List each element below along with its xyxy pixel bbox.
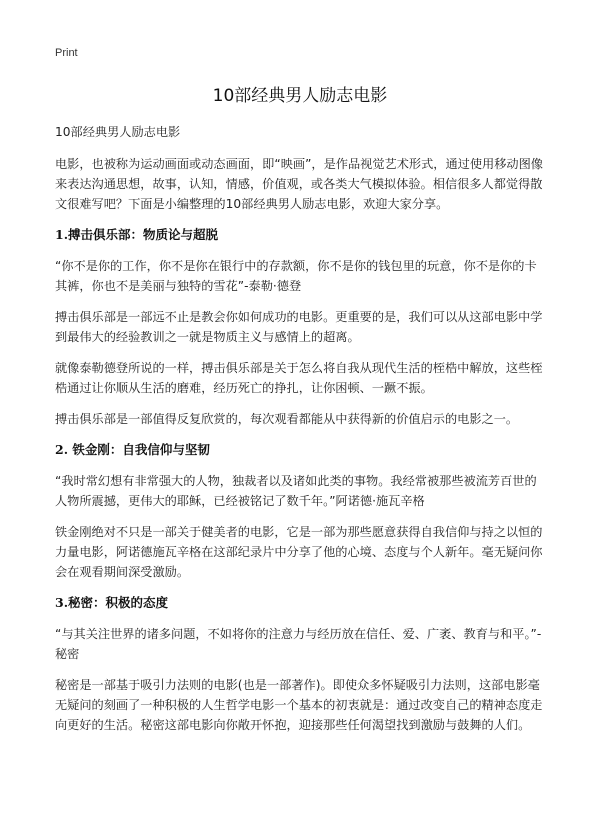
section-heading-2: 2. 铁金刚：自我信仰与坚韧 <box>55 442 210 457</box>
section-1-paragraph-4: 搏击俱乐部是一部值得反复欣赏的，每次观看都能从中获得新的价值启示的电影之一。 <box>55 412 519 426</box>
section-2-paragraph-2: 铁金刚绝对不只是一部关于健美者的电影，它是一部为那些愿意获得自我信仰与持之以恒的力量电影，阿诺德施瓦辛格在这部纪录片中分享了他的心境、态度与个人新年。毫无疑问你会在观看期间深受激励。 <box>55 525 543 579</box>
section-3-paragraph-1: “与其关注世界的诸多问题，不如将你的注意力与经历放在信任、爱、广袤、教育与和平。”-秘密 <box>55 627 542 661</box>
section-1-paragraph-3: 就像泰勒德登所说的一样，搏击俱乐部是关于怎么将自我从现代生活的桎梏中解放，这些桎梏通过让你顺从生活的磨难，经历死亡的挣扎，让你困顿、一蹶不振。 <box>55 361 543 395</box>
article-subtitle: 10部经典男人励志电影 <box>55 125 181 139</box>
section-heading-3: 3.秘密：积极的态度 <box>55 595 169 610</box>
page-title: 10部经典男人励志电影 <box>212 86 388 106</box>
section-heading-1: 1.搏击俱乐部：物质论与超脱 <box>55 227 219 242</box>
intro-paragraph: 电影，也被称为运动画面或动态画面，即“映画”，是作品视觉艺术形式，通过使用移动图像来表达沟通思想，故事，认知，情感，价值观，或各类大气模拟体验。相信很多人都觉得散文很难写吧？下面是小编整理的10部经典男人励志电影，欢迎大家分享。 <box>55 157 543 211</box>
section-1-paragraph-1: “你不是你的工作，你不是你在银行中的存款额，你不是你的钱包里的玩意，你不是你的卡其裤，你也不是美丽与独特的雪花”-泰勒·德登 <box>55 259 537 293</box>
section-2-paragraph-1: “我时常幻想有非常强大的人物，独裁者以及诸如此类的事物。我经常被那些被流芳百世的人物所震撼，更伟大的耶稣，已经被铭记了数千年。”阿诺德·施瓦辛格 <box>55 474 537 508</box>
article-body <box>55 122 547 746</box>
section-3-paragraph-2: 秘密是一部基于吸引力法则的电影(也是一部著作)。即使众多怀疑吸引力法则，这部电影毫无疑问的刻画了一种积极的人生哲学电影一个基本的初衷就是：通过改变自己的精神态度走向更好的生活。秘密这部电影向你敞开怀抱，迎接那些任何渴望找到激励与鼓舞的人们。 <box>55 678 543 732</box>
print-link[interactable]: Print <box>55 47 78 59</box>
section-1-paragraph-2: 搏击俱乐部是一部远不止是教会你如何成功的电影。更重要的是，我们可以从这部电影中学到最伟大的经验教训之一就是物质主义与感情上的超离。 <box>55 310 543 344</box>
